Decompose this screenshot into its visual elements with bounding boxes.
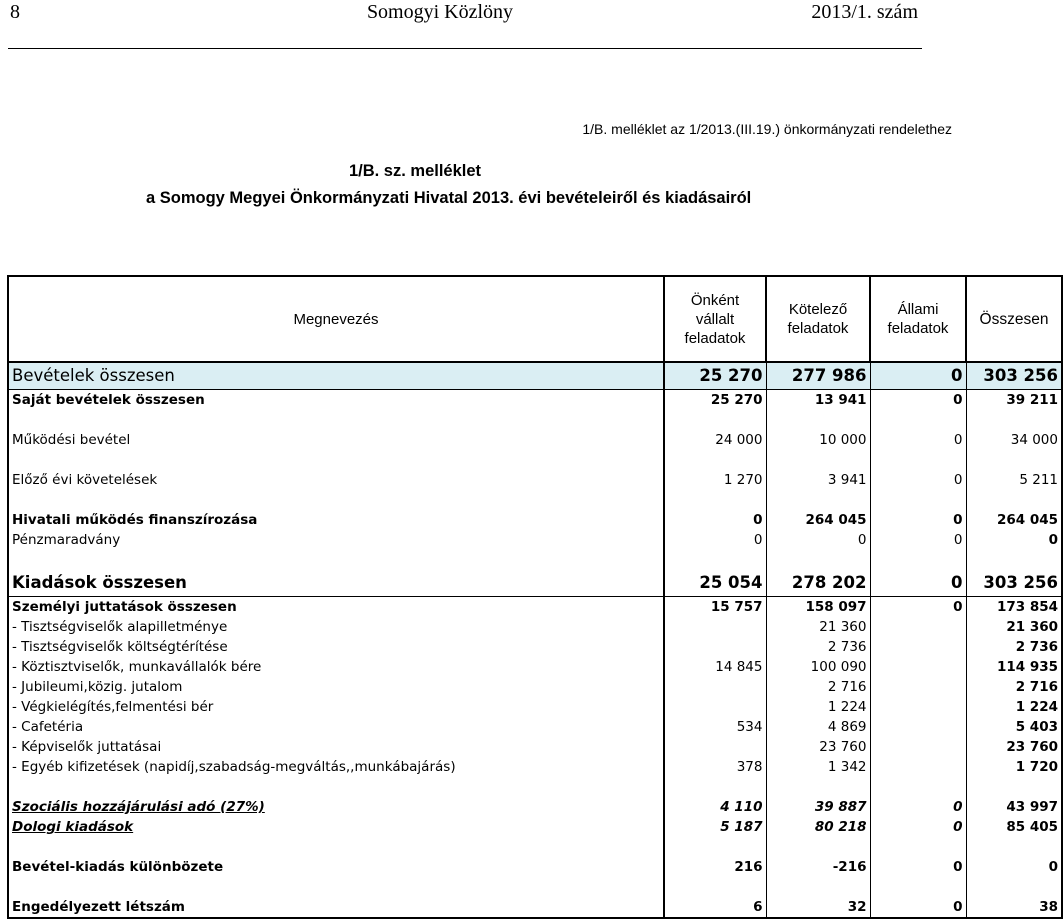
cell-state [870, 717, 966, 737]
cell-total: 264 045 [966, 510, 1062, 530]
cell-state: 0 [870, 530, 966, 550]
issue-number: 2013/1. szám [811, 1, 918, 23]
page-number: 8 [10, 1, 20, 23]
row-label: Hivatali működés finanszírozása [8, 510, 664, 530]
col-header-voluntary [664, 276, 766, 362]
col-header-mandatory-l1: Kötelező [788, 301, 848, 318]
header-rule [8, 48, 922, 49]
table-row [8, 390, 1062, 411]
cell-voluntary [664, 637, 766, 657]
spacer-row [8, 837, 1062, 857]
col-header-total: Összesen [966, 276, 1062, 362]
spacer-row [8, 550, 1062, 570]
row-label: - Egyéb kifizetések (napidíj,szabadság-megváltás,,munkábajárás) [8, 757, 664, 777]
cell-total: 85 405 [966, 817, 1062, 837]
cell-total: 39 211 [966, 390, 1062, 411]
cell-total: 2 736 [966, 637, 1062, 657]
cell-voluntary: 25 270 [664, 390, 766, 411]
cell-state: 0 [870, 817, 966, 837]
cell-state: 0 [870, 430, 966, 450]
cell-mandatory: 100 090 [766, 657, 870, 677]
col-header-state [870, 276, 966, 362]
spacer-row [8, 777, 1062, 797]
cell-voluntary [664, 677, 766, 697]
col-header-name: Megnevezés [8, 276, 664, 362]
col-header-mandatory-l2: feladatok [787, 320, 849, 337]
publication-name: Somogyi Közlöny [366, 1, 514, 23]
cell-mandatory: 277 986 [766, 362, 870, 390]
spacer-row [8, 410, 1062, 430]
cell-total: 303 256 [966, 362, 1062, 390]
cell-state [870, 677, 966, 697]
cell-total: 43 997 [966, 797, 1062, 817]
table-row [8, 597, 1062, 618]
col-header-voluntary-l2: vállalt [695, 310, 735, 328]
cell-voluntary: 24 000 [664, 430, 766, 450]
table-row [8, 697, 1062, 717]
cell-voluntary: 216 [664, 857, 766, 877]
table-row [8, 430, 1062, 450]
cell-state: 0 [870, 470, 966, 490]
cell-mandatory: 1 342 [766, 757, 870, 777]
row-label: Személyi juttatások összesen [8, 597, 664, 618]
cell-voluntary: 25 054 [664, 570, 766, 597]
cell-state: 0 [870, 897, 966, 918]
cell-state: 0 [870, 510, 966, 530]
row-label: - Végkielégítés,felmentési bér [8, 697, 664, 717]
cell-total: 34 000 [966, 430, 1062, 450]
row-label: Bevételek összesen [8, 362, 664, 390]
cell-total: 1 720 [966, 757, 1062, 777]
cell-state [870, 737, 966, 757]
table-row [8, 570, 1062, 597]
cell-voluntary: 4 110 [664, 797, 766, 817]
cell-voluntary: 25 270 [664, 362, 766, 390]
cell-total: 5 211 [966, 470, 1062, 490]
table-row [8, 677, 1062, 697]
cell-mandatory: -216 [766, 857, 870, 877]
table-row [8, 510, 1062, 530]
spacer-row [8, 877, 1062, 897]
cell-state [870, 657, 966, 677]
cell-total: 114 935 [966, 657, 1062, 677]
cell-total: 1 224 [966, 697, 1062, 717]
cell-mandatory: 2 736 [766, 637, 870, 657]
annex-title [0, 162, 960, 181]
cell-voluntary: 1 270 [664, 470, 766, 490]
table-row [8, 717, 1062, 737]
annex-subtitle: a Somogy Megyei Önkormányzati Hivatal 2013. évi bevételeiről és kiadásairól [146, 189, 752, 207]
cell-total: 303 256 [966, 570, 1062, 597]
row-label: - Tisztségviselők költségtérítése [8, 637, 664, 657]
row-label: - Jubileumi,közig. jutalom [8, 677, 664, 697]
cell-mandatory: 21 360 [766, 617, 870, 637]
row-label: Előző évi követelések [8, 470, 664, 490]
cell-state [870, 617, 966, 637]
row-label: - Tisztségviselők alapilletménye [8, 617, 664, 637]
row-label [8, 797, 664, 817]
cell-voluntary: 0 [664, 530, 766, 550]
cell-state [870, 637, 966, 657]
cell-state: 0 [870, 390, 966, 411]
cell-state: 0 [870, 797, 966, 817]
row-label: Kiadások összesen [8, 570, 664, 597]
cell-state [870, 697, 966, 717]
row-label-text: Dologi kiadások [12, 819, 134, 835]
cell-state [870, 757, 966, 777]
row-label: - Képviselők juttatásai [8, 737, 664, 757]
annex-title-text: 1/B. sz. melléklet [348, 162, 482, 180]
table-row [8, 817, 1062, 837]
cell-mandatory: 80 218 [766, 817, 870, 837]
col-header-mandatory [766, 276, 870, 362]
row-label: Saját bevételek összesen [8, 390, 664, 411]
cell-total: 5 403 [966, 717, 1062, 737]
annex-reference: 1/B. melléklet az 1/2013.(III.19.) önkormányzati rendelethez [582, 121, 952, 137]
row-label-text: Szociális hozzájárulási adó (27%) [12, 799, 265, 815]
cell-voluntary: 15 757 [664, 597, 766, 618]
row-label: Engedélyezett létszám [8, 897, 664, 918]
col-header-state-l1: Állami [897, 301, 939, 318]
cell-voluntary [664, 617, 766, 637]
table-row [8, 797, 1062, 817]
table-row [8, 530, 1062, 550]
cell-mandatory: 13 941 [766, 390, 870, 411]
row-label: Működési bevétel [8, 430, 664, 450]
spacer-row [8, 490, 1062, 510]
cell-mandatory: 158 097 [766, 597, 870, 618]
cell-total: 0 [966, 857, 1062, 877]
row-label: - Cafetéria [8, 717, 664, 737]
row-label: Bevétel-kiadás különbözete [8, 857, 664, 877]
cell-mandatory: 264 045 [766, 510, 870, 530]
col-header-state-l2: feladatok [887, 320, 949, 337]
cell-voluntary: 14 845 [664, 657, 766, 677]
cell-total: 38 [966, 897, 1062, 918]
cell-state: 0 [870, 597, 966, 618]
row-label: Pénzmaradvány [8, 530, 664, 550]
table-row [8, 617, 1062, 637]
table-header-row [8, 276, 1062, 362]
cell-state: 0 [870, 857, 966, 877]
cell-mandatory: 3 941 [766, 470, 870, 490]
table-row [8, 757, 1062, 777]
cell-voluntary: 534 [664, 717, 766, 737]
cell-mandatory: 0 [766, 530, 870, 550]
table-row [8, 857, 1062, 877]
row-label [8, 817, 664, 837]
cell-mandatory: 39 887 [766, 797, 870, 817]
cell-voluntary: 5 187 [664, 817, 766, 837]
cell-total: 0 [966, 530, 1062, 550]
col-header-voluntary-l1: Önként [690, 291, 740, 309]
row-label: - Köztisztviselők, munkavállalók bére [8, 657, 664, 677]
cell-mandatory: 4 869 [766, 717, 870, 737]
table-row [8, 897, 1062, 918]
cell-mandatory: 32 [766, 897, 870, 918]
budget-table [7, 275, 1063, 919]
table-row [8, 737, 1062, 757]
cell-voluntary [664, 697, 766, 717]
table-row [8, 657, 1062, 677]
cell-total: 23 760 [966, 737, 1062, 757]
cell-state: 0 [870, 362, 966, 390]
table-row [8, 470, 1062, 490]
cell-mandatory: 23 760 [766, 737, 870, 757]
cell-mandatory: 2 716 [766, 677, 870, 697]
col-header-voluntary-l3: feladatok [684, 329, 746, 347]
cell-total: 21 360 [966, 617, 1062, 637]
cell-mandatory: 278 202 [766, 570, 870, 597]
cell-total: 173 854 [966, 597, 1062, 618]
cell-voluntary: 0 [664, 510, 766, 530]
cell-voluntary [664, 737, 766, 757]
cell-state: 0 [870, 570, 966, 597]
table-row [8, 362, 1062, 390]
cell-mandatory: 1 224 [766, 697, 870, 717]
table-row [8, 637, 1062, 657]
spacer-row [8, 450, 1062, 470]
cell-total: 2 716 [966, 677, 1062, 697]
cell-voluntary: 378 [664, 757, 766, 777]
cell-mandatory: 10 000 [766, 430, 870, 450]
cell-voluntary: 6 [664, 897, 766, 918]
